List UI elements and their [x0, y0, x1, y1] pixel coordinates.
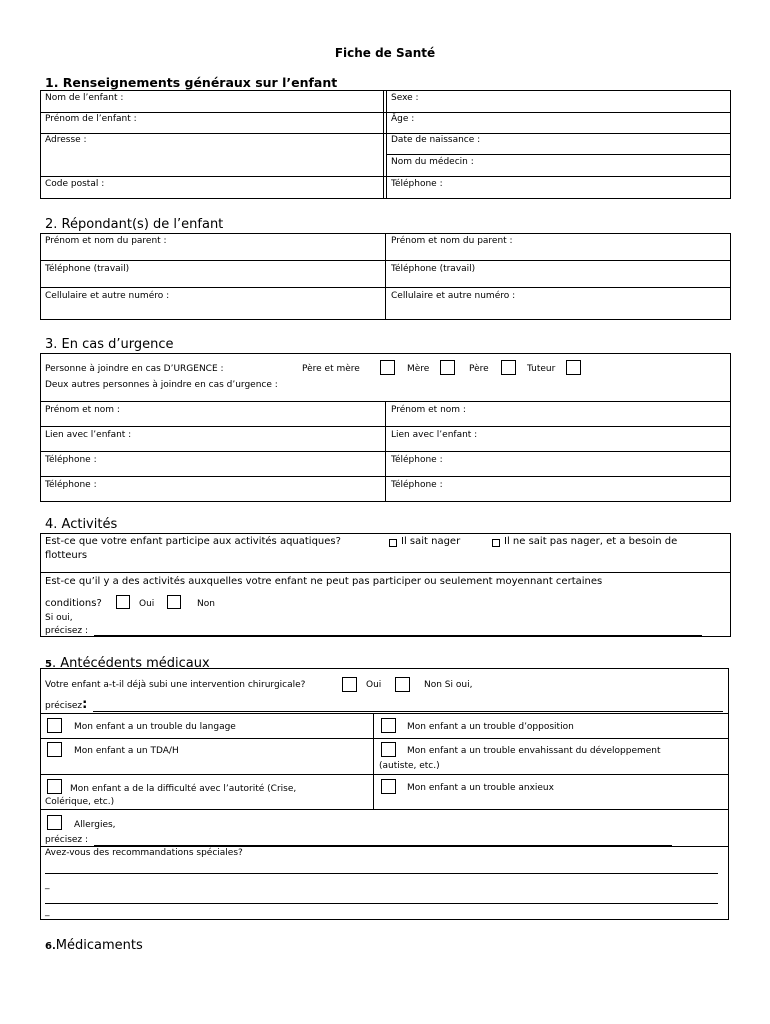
- si-oui-label: Si oui,: [45, 613, 73, 623]
- restrictions-oui-checkbox[interactable]: [116, 595, 130, 609]
- divider: [373, 713, 374, 809]
- anxieux-checkbox[interactable]: [381, 779, 396, 794]
- chirurgie-oui-checkbox[interactable]: [342, 677, 357, 692]
- section-6-number: 6.: [45, 941, 56, 952]
- age-field[interactable]: Âge :: [391, 114, 415, 124]
- recommandations-label: Avez-vous des recommandations spéciales?: [45, 848, 243, 858]
- trouble-opposition-checkbox[interactable]: [381, 718, 396, 733]
- chirurgie-non-si-oui-label: Non Si oui,: [424, 680, 473, 690]
- row-line: [40, 846, 729, 847]
- tuteur-checkbox[interactable]: [566, 360, 581, 375]
- contact2-tel1-field[interactable]: Téléphone :: [391, 455, 443, 465]
- section-4-heading: 4. Activités: [45, 517, 118, 532]
- telephone-medecin-field[interactable]: Téléphone :: [391, 179, 443, 189]
- urgence-label: Personne à joindre en cas D’URGENCE :: [45, 364, 224, 374]
- ne-sait-pas-nager-checkbox[interactable]: [492, 539, 500, 547]
- conditions-label: conditions?: [45, 598, 102, 609]
- trouble-opposition-label: Mon enfant a un trouble d’opposition: [407, 722, 574, 732]
- tdah-checkbox[interactable]: [47, 742, 62, 757]
- row-line: [40, 133, 731, 134]
- parent2-cellulaire-field[interactable]: Cellulaire et autre numéro :: [391, 291, 516, 301]
- row-line: [40, 572, 731, 573]
- contact2-lien-field[interactable]: Lien avec l’enfant :: [391, 430, 478, 440]
- row-line: [40, 260, 731, 261]
- ted-checkbox[interactable]: [381, 742, 396, 757]
- allergies-precisez-label: précisez :: [45, 835, 89, 845]
- allergies-precisez-line[interactable]: [94, 845, 672, 846]
- parent1-nom-field[interactable]: Prénom et nom du parent :: [45, 236, 167, 246]
- section-5-title: . Antécédents médicaux: [51, 656, 210, 671]
- prenom-enfant-field[interactable]: Prénom de l’enfant :: [45, 114, 137, 124]
- divider: [385, 233, 386, 320]
- restrictions-oui-label: Oui: [139, 599, 155, 609]
- chirurgie-precisez: [45, 699, 87, 712]
- restrictions-question: Est-ce qu’il y a des activités auxquelles votre enfant ne peut pas participer ou seulement moyennant certaines: [45, 576, 603, 587]
- divider: [386, 90, 387, 199]
- deux-autres-label: Deux autres personnes à joindre en cas d’urgence :: [45, 380, 278, 390]
- sait-nager-label: Il sait nager: [401, 536, 461, 547]
- allergies-checkbox[interactable]: [47, 815, 62, 830]
- recommandations-dash-2: _: [45, 907, 50, 917]
- parent1-tel-travail-field[interactable]: Téléphone (travail): [45, 264, 130, 274]
- section-3-heading: 3. En cas d’urgence: [45, 337, 174, 352]
- chirurgie-question: Votre enfant a-t-il déjà subi une intervention chirurgicale?: [45, 680, 306, 690]
- pere-checkbox[interactable]: [501, 360, 516, 375]
- recommandations-line-2[interactable]: [45, 903, 718, 904]
- contact1-tel1-field[interactable]: Téléphone :: [45, 455, 97, 465]
- row-line: [40, 112, 731, 113]
- trouble-langage-checkbox[interactable]: [47, 718, 62, 733]
- opt-pere-label: Père: [469, 364, 489, 374]
- contact2-nom-field[interactable]: Prénom et nom :: [391, 405, 466, 415]
- aquatique-question: Est-ce que votre enfant participe aux activités aquatiques?: [45, 536, 341, 547]
- anxieux-label: Mon enfant a un trouble anxieux: [407, 783, 554, 793]
- ted-label: Mon enfant a un trouble envahissant du développement: [407, 746, 661, 756]
- section-5-number: 5: [45, 659, 52, 670]
- autorite-label-cont: Colérique, etc.): [45, 797, 115, 807]
- row-line: [40, 713, 729, 714]
- adresse-field[interactable]: Adresse :: [45, 135, 87, 145]
- row-line: [40, 738, 729, 739]
- opt-tuteur-label: Tuteur: [527, 364, 556, 374]
- opt-pere-mere-label: Père et mère: [302, 364, 360, 374]
- flotteurs-label: flotteurs: [45, 550, 88, 561]
- trouble-langage-label: Mon enfant a un trouble du langage: [74, 722, 236, 732]
- row-line: [40, 774, 729, 775]
- section-2-heading: 2. Répondant(s) de l’enfant: [45, 217, 224, 232]
- parent1-cellulaire-field[interactable]: Cellulaire et autre numéro :: [45, 291, 170, 301]
- contact1-lien-field[interactable]: Lien avec l’enfant :: [45, 430, 132, 440]
- section-1-heading: 1. Renseignements généraux sur l’enfant: [45, 75, 338, 90]
- section-6-heading: [45, 934, 143, 953]
- mere-checkbox[interactable]: [440, 360, 455, 375]
- recommandations-line-1[interactable]: [45, 873, 718, 874]
- row-line: [40, 809, 729, 810]
- row-line: [40, 287, 731, 288]
- parent2-tel-travail-field[interactable]: Téléphone (travail): [391, 264, 476, 274]
- page-title: Fiche de Santé: [334, 46, 436, 60]
- divider: [385, 401, 386, 502]
- contact1-nom-field[interactable]: Prénom et nom :: [45, 405, 120, 415]
- restrictions-non-label: Non: [197, 599, 215, 609]
- chirurgie-precisez-line[interactable]: [93, 711, 723, 712]
- nom-enfant-field[interactable]: Nom de l’enfant :: [45, 93, 124, 103]
- pere-mere-checkbox[interactable]: [380, 360, 395, 375]
- tdah-label: Mon enfant a un TDA/H: [74, 746, 179, 756]
- contact1-tel2-field[interactable]: Téléphone :: [45, 480, 97, 490]
- ne-sait-pas-nager-label: Il ne sait pas nager, et a besoin de: [504, 536, 678, 547]
- precisez-label: précisez :: [45, 626, 89, 636]
- chirurgie-precisez-label: précisez: [45, 701, 83, 711]
- section-6-title: Médicaments: [55, 938, 143, 953]
- chirurgie-precisez-colon: :: [82, 697, 88, 712]
- ted-label-cont: (autiste, etc.): [379, 761, 440, 771]
- divider: [383, 90, 384, 199]
- row-line: [40, 176, 731, 177]
- contact2-tel2-field[interactable]: Téléphone :: [391, 480, 443, 490]
- nom-medecin-field[interactable]: Nom du médecin :: [391, 157, 474, 167]
- date-naissance-field[interactable]: Date de naissance :: [391, 135, 481, 145]
- chirurgie-oui-label: Oui: [366, 680, 382, 690]
- recommandations-dash-1: _: [45, 880, 50, 890]
- allergies-label: Allergies,: [74, 820, 116, 830]
- autorite-label: Mon enfant a de la difficulté avec l’autorité (Crise,: [70, 784, 297, 794]
- restrictions-non-checkbox[interactable]: [167, 595, 181, 609]
- code-postal-field[interactable]: Code postal :: [45, 179, 105, 189]
- opt-mere-label: Mère: [407, 364, 430, 374]
- sait-nager-checkbox[interactable]: [389, 539, 397, 547]
- sexe-field[interactable]: Sexe :: [391, 93, 419, 103]
- precisez-input-line[interactable]: [94, 635, 702, 636]
- parent2-nom-field[interactable]: Prénom et nom du parent :: [391, 236, 513, 246]
- row-line: [386, 154, 731, 155]
- autorite-checkbox[interactable]: [47, 779, 62, 794]
- chirurgie-non-checkbox[interactable]: [395, 677, 410, 692]
